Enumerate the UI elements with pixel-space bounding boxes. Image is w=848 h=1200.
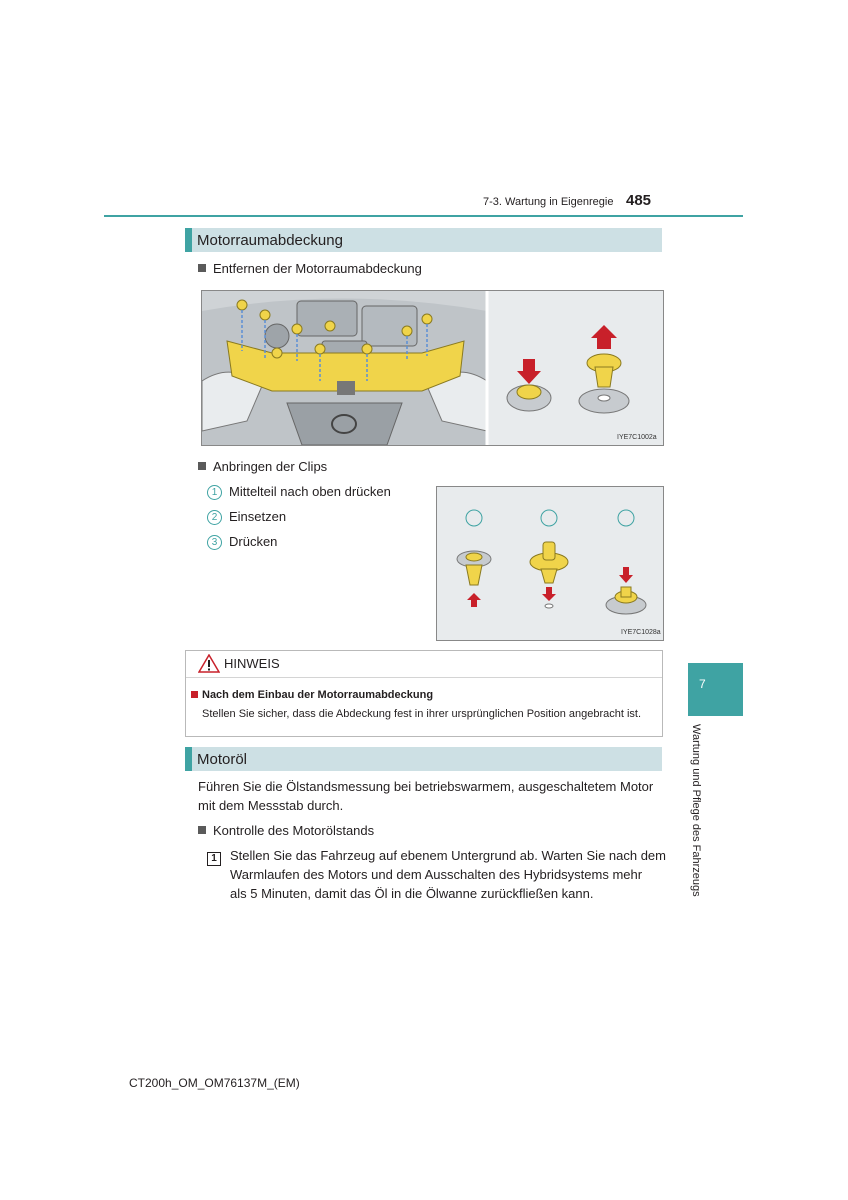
notice-item-title-text: Nach dem Einbau der Motorraumabdeckung bbox=[202, 689, 434, 701]
square-bullet-icon bbox=[198, 826, 206, 834]
warning-triangle-icon bbox=[198, 654, 220, 673]
subheading-remove-cover bbox=[198, 261, 422, 276]
section-accent bbox=[185, 228, 192, 252]
oil-check-step bbox=[230, 846, 666, 903]
list-item bbox=[207, 507, 391, 532]
figure-code: IYE7C1002a bbox=[617, 434, 657, 441]
subheading-text: Anbringen der Clips bbox=[213, 459, 328, 474]
section-title: Motoröl bbox=[197, 751, 248, 768]
subheading-text: Kontrolle des Motorölstands bbox=[213, 823, 375, 838]
subheading-text: Entfernen der Motorraumabdeckung bbox=[213, 261, 422, 276]
step-number-box-icon: 1 bbox=[207, 848, 221, 866]
header-rule bbox=[104, 215, 743, 217]
section-title: Motorraumabdeckung bbox=[197, 232, 343, 249]
notice-header bbox=[186, 651, 662, 678]
chapter-title-vertical: Wartung und Pflege des Fahrzeugs bbox=[690, 724, 702, 897]
list-item bbox=[207, 532, 391, 557]
step-line: Stellen Sie das Fahrzeug auf ebenem Untergrund ab. Warten Sie nach dem bbox=[230, 848, 666, 863]
section-heading-motoroel bbox=[185, 747, 662, 771]
chapter-number: 7 bbox=[699, 677, 706, 691]
step-number-icon: 1 bbox=[207, 485, 222, 500]
subheading-attach-clips bbox=[198, 459, 327, 474]
step-text: Mittelteil nach oben drücken bbox=[229, 484, 391, 499]
step-line: als 5 Minuten, damit das Öl in die Ölwanne zurückfließen kann. bbox=[230, 886, 594, 901]
chapter-tab bbox=[688, 663, 743, 716]
motoroel-intro bbox=[198, 777, 653, 815]
footer-document-code: CT200h_OM_OM76137M_(EM) bbox=[129, 1076, 300, 1090]
running-header-section: 7-3. Wartung in Eigenregie bbox=[483, 196, 614, 208]
notice-box bbox=[185, 650, 663, 737]
clip-steps-illustration bbox=[437, 487, 663, 640]
figure-code: IYE7C1028a bbox=[621, 629, 661, 636]
section-heading-motorraumabdeckung bbox=[185, 228, 662, 252]
step-list bbox=[207, 482, 391, 557]
notice-item-text: Stellen Sie sicher, dass die Abdeckung fest in ihrer ursprünglichen Position angebracht ist. bbox=[202, 708, 642, 720]
intro-line: mit dem Messstab durch. bbox=[198, 798, 344, 813]
notice-item-title bbox=[191, 689, 433, 701]
subheading-oil-check bbox=[198, 823, 374, 838]
engine-cover-illustration bbox=[202, 291, 663, 445]
step-number-icon: 3 bbox=[207, 535, 222, 550]
intro-line: Führen Sie die Ölstandsmessung bei betriebswarmem, ausgeschaltetem Motor bbox=[198, 779, 654, 794]
step-number-icon: 2 bbox=[207, 510, 222, 525]
square-bullet-icon bbox=[198, 264, 206, 272]
page-number: 485 bbox=[626, 192, 652, 209]
clip-installation-figure bbox=[436, 486, 664, 641]
list-item bbox=[207, 482, 391, 507]
notice-title: HINWEIS bbox=[224, 656, 280, 671]
engine-cover-figure bbox=[201, 290, 664, 446]
section-accent bbox=[185, 747, 192, 771]
step-line: Warmlaufen des Motors und dem Ausschalten des Hybridsystems mehr bbox=[230, 867, 643, 882]
step-text: Drücken bbox=[229, 534, 278, 549]
square-bullet-icon bbox=[198, 462, 206, 470]
notice-bullet-icon bbox=[191, 691, 198, 698]
step-text: Einsetzen bbox=[229, 509, 287, 524]
